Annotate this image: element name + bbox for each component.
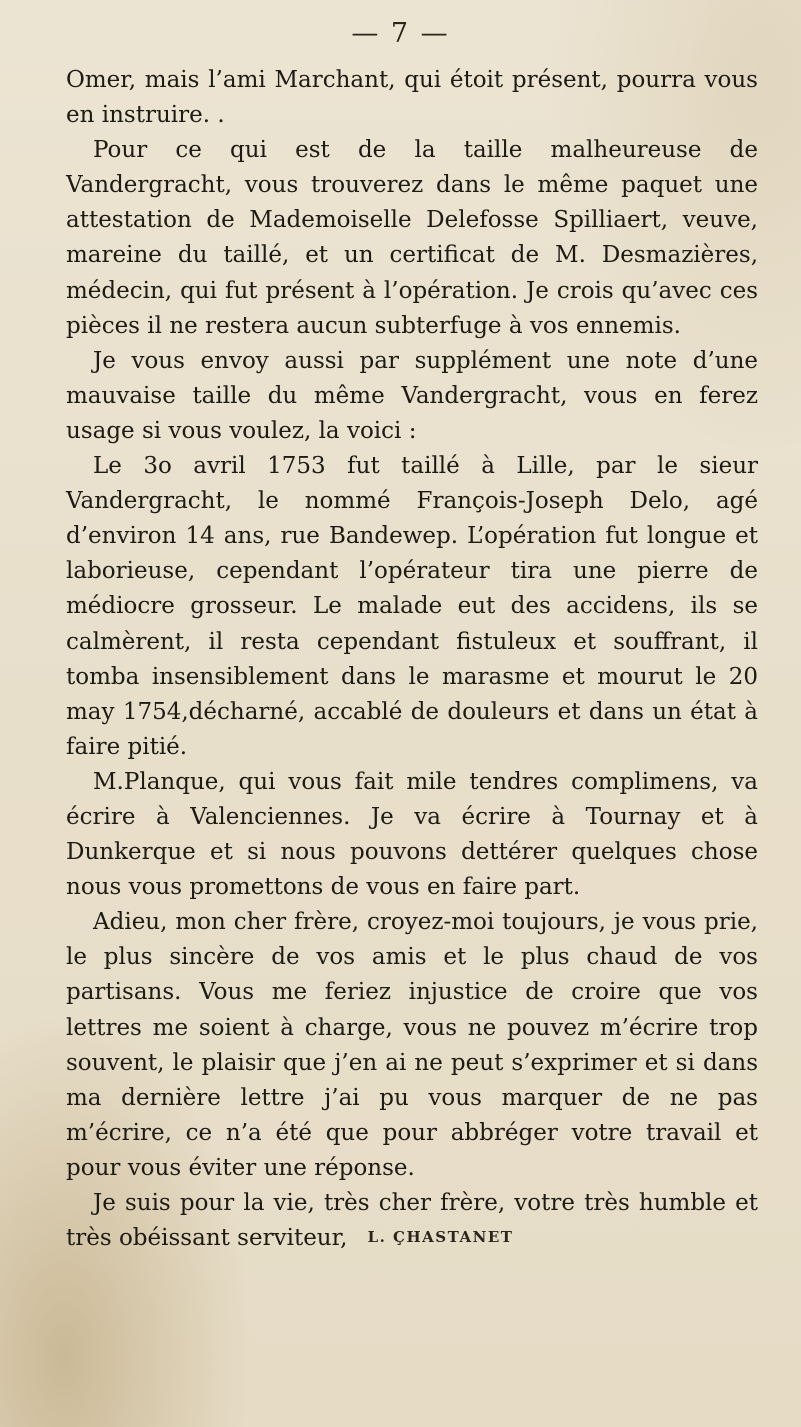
signature: L. ÇHASTANET — [367, 1228, 514, 1246]
paragraph-supplementary-note: Je vous envoy aussi par supplément une note d’une mauvaise taille du même Vandergracht, vous en ferez usage si vous voulez, la voici : — [66, 347, 758, 444]
paragraph-closing: Je suis pour la vie, très cher frère, votre très humble et très obéissant serviteur, — [66, 1190, 758, 1252]
paragraph-farewell: Adieu, mon cher frère, croyez-moi toujours, je vous prie, le plus sincère de vos amis et le plus chaud de vos partisans. Vous me feriez injustice de croire que vos lettres me soient à charge, vous ne pouvez m’écrire trop souvent, le plaisir que j’en ai ne peut s’exprimer et si dans ma dernière lettre j’ai pu vous marquer de ne pas m’écrire, ce n’a été que pour abbréger votre travail et pour vous éviter une réponse. — [66, 909, 758, 1181]
paragraph-case-report: Le 3o avril 1753 fut taillé à Lille, par le sieur Vandergracht, le nommé François-Joseph Delo, agé d’environ 14 ans, rue Bandewep. L’opération fut longue et laborieuse, cependant l’opérateur tira une pierre de médiocre grosseur. Le malade eut des accidens, ils se calmèrent, il resta cependant fistuleux et souffrant, il tomba insensiblement dans le marasme et mourut le 20 may 1754,décharné, accablé de douleurs et dans un état à faire pitié. — [66, 453, 758, 760]
letter-body — [66, 63, 758, 1256]
paragraph-continuation: Omer, mais l’ami Marchant, qui étoit présent, pourra vous en instruire. . — [66, 67, 758, 129]
paragraph-planque: M.Planque, qui vous fait mile tendres complimens, va écrire à Valenciennes. Je va écrire à Tournay et à Dunkerque et si nous pouvons dettérer quelques chose nous vous promettons de vous en faire part. — [66, 768, 758, 901]
paragraph-vandergracht-attestation: Pour ce qui est de la taille malheureuse de Vandergracht, vous trouverez dans le même paquet une attestation de Mademoiselle Delefosse Spilliaert, veuve, mareine du taillé, et un certificat de M. Desmazières, médecin, qui fut présent à l’opération. Je crois qu’avec ces pièces il ne restera aucun subterfuge à vos ennemis. — [66, 137, 758, 339]
page-number: — 7 — — [351, 18, 450, 49]
